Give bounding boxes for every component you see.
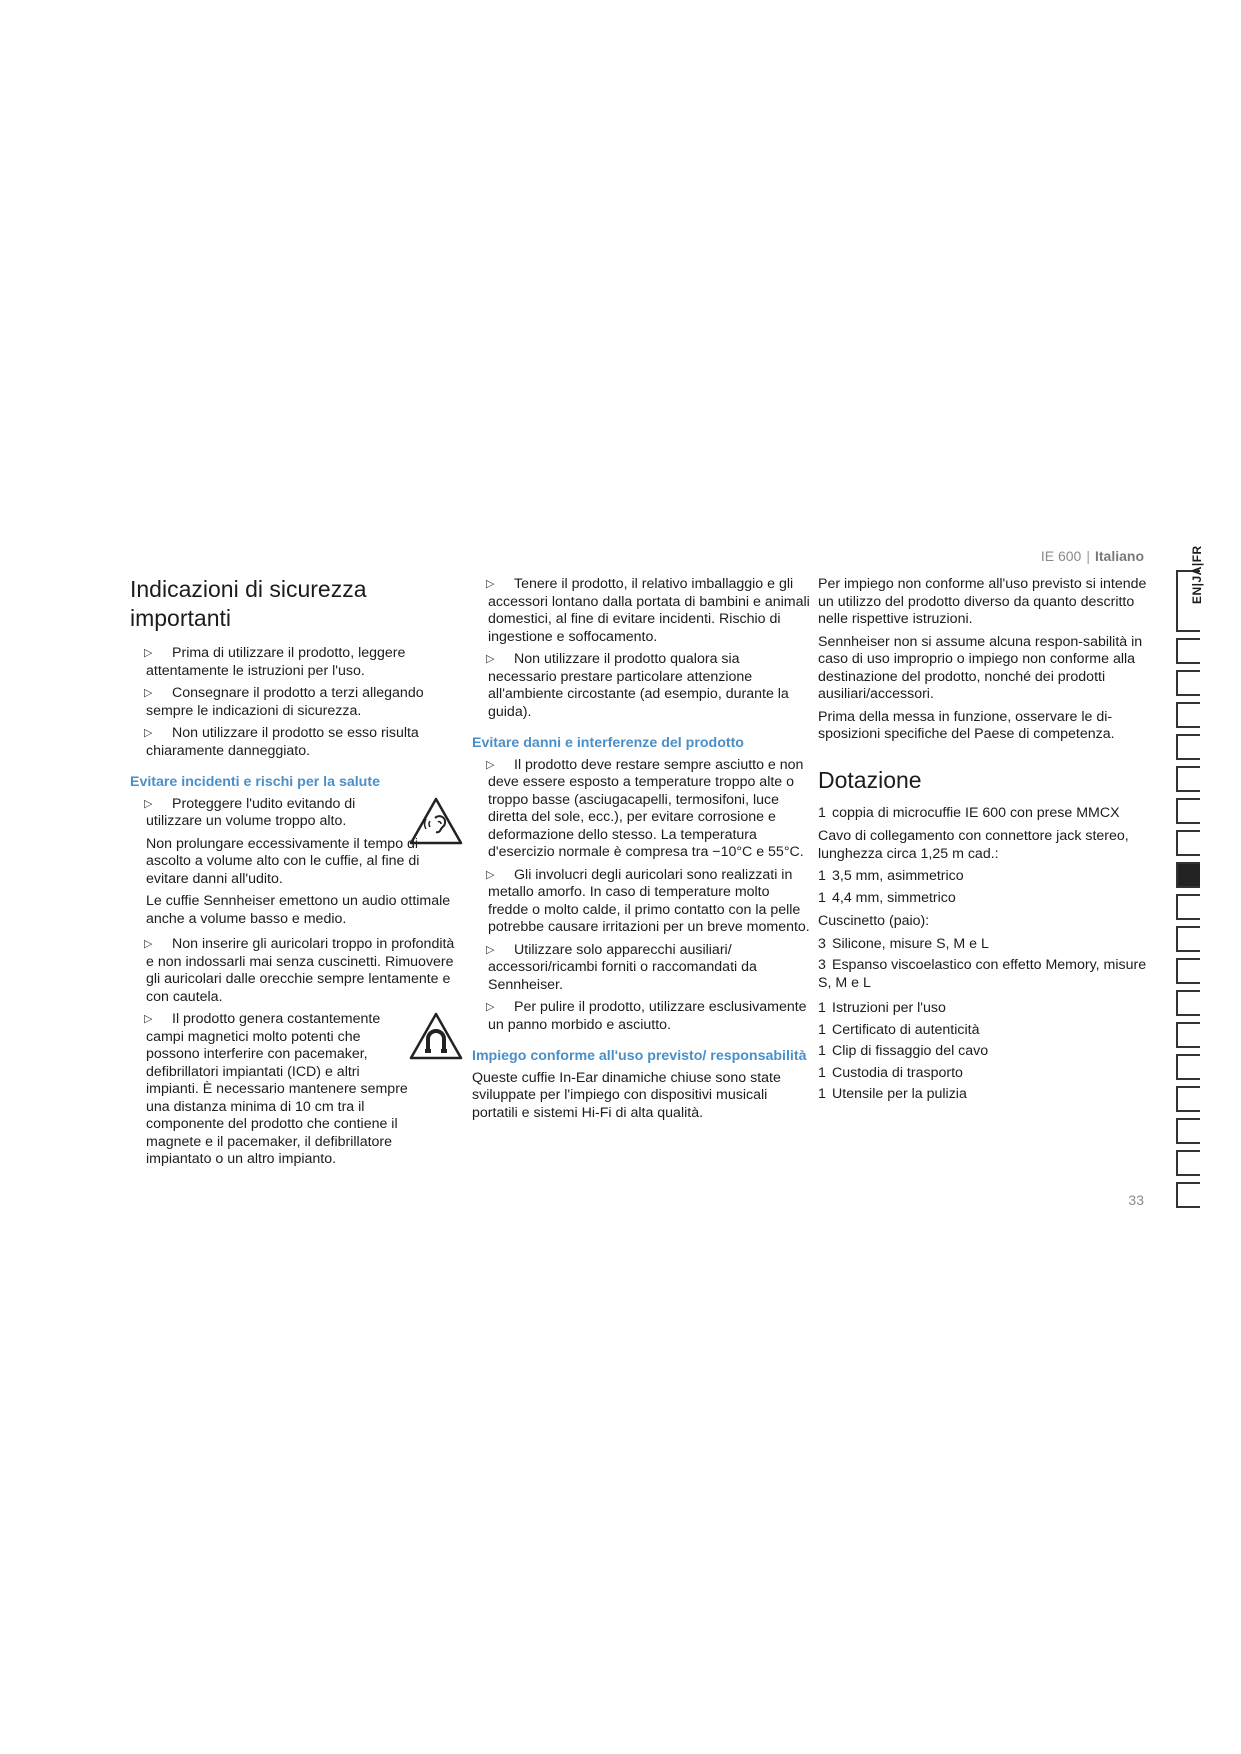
- contents-item: 1 coppia di microcuffie IE 600 con prese MMCX: [818, 804, 1120, 821]
- triangle-bullet-icon: ▷: [144, 647, 153, 659]
- triangle-bullet-icon: ▷: [144, 727, 153, 739]
- contents-item: 1 Certificato di autenticità: [818, 1021, 980, 1038]
- regulations-paragraph: Prima della messa in funzione, osservare le di-sposizioni specifiche del Paese di competenza.: [818, 708, 1115, 742]
- triangle-bullet-icon: ▷: [486, 943, 495, 956]
- bullet-item: ▷ Non utilizzare il prodotto qualora sia necessario prestare particolare attenzione all'ambiente circostante (ad esempio, durante la guida).: [486, 651, 789, 720]
- section-heading-health: Evitare incidenti e rischi per la salute: [130, 774, 380, 790]
- chapter-tab[interactable]: [1176, 798, 1200, 824]
- column-package-contents: [818, 576, 1148, 1108]
- chapter-tab[interactable]: [1176, 1022, 1200, 1048]
- chapter-tab[interactable]: [1176, 958, 1200, 984]
- liability-paragraph: Sennheiser non si assume alcuna respon-sabilità in caso di uso improprio o impiego non conforme alla destinazione del prodotto, nonché dei prodotti ausiliari/accessori.: [818, 633, 1143, 702]
- chapter-tab[interactable]: [1176, 734, 1200, 760]
- page-header: [960, 548, 1144, 564]
- magnetic-field-warning-icon: [408, 1011, 464, 1061]
- chapter-tab[interactable]: [1176, 1150, 1200, 1176]
- chapter-tab[interactable]: [1176, 1086, 1200, 1112]
- contents-item: 3 Espanso viscoelastico con effetto Memory, misure S, M e L: [818, 957, 1147, 991]
- chapter-tab[interactable]: [1176, 830, 1200, 856]
- triangle-bullet-icon: ▷: [486, 758, 495, 771]
- bullet-item: ▷ Non utilizzare il prodotto se esso risulta chiaramente danneggiato.: [144, 725, 419, 759]
- intended-use-paragraph: Queste cuffie In-Ear dinamiche chiuse sono state sviluppate per l'impiego con dispositivi musicali portatili e sistemi Hi-Fi di alta qualità.: [472, 1069, 781, 1121]
- bullet-item: ▷ Gli involucri degli auricolari sono realizzati in metallo amorfo. In caso di temperature molto fredde o molto calde, il primo contatto con la pelle potrebbe causare irritazioni per un breve momento.: [486, 866, 810, 935]
- contents-item: 1 Utensile per la pulizia: [818, 1086, 967, 1102]
- hearing-paragraph: Non prolungare eccessivamente il tempo di ascolto a volume alto con le cuffie, al fine di evitare danni all'udito.: [146, 835, 420, 887]
- chapter-tab[interactable]: [1176, 990, 1200, 1016]
- hearing-warning-block: [130, 796, 460, 929]
- chapter-tab[interactable]: [1176, 702, 1200, 728]
- section-heading-intended-use: Impiego conforme all'uso previsto/ responsabilità: [472, 1048, 807, 1064]
- bullet-item: ▷ Per pulire il prodotto, utilizzare esclusivamente un panno morbido e asciutto.: [486, 999, 807, 1033]
- tips-intro: Cuscinetto (paio):: [818, 913, 930, 929]
- hearing-warning-icon: [408, 796, 464, 846]
- page-number: 33: [1128, 1192, 1144, 1208]
- contents-item: 1 Clip di fissaggio del cavo: [818, 1043, 989, 1059]
- column-safety: [130, 575, 460, 1174]
- chapter-tab[interactable]: [1176, 1054, 1200, 1080]
- misuse-paragraph: Per impiego non conforme all'uso previsto si intende un utilizzo del prodotto diverso da quanto descritto nelle rispettive istruzioni.: [818, 576, 1147, 627]
- chapter-tab[interactable]: [1176, 926, 1200, 952]
- triangle-bullet-icon: ▷: [144, 938, 153, 950]
- bullet-item: ▷ Non inserire gli auricolari troppo in profondità e non indossarli mai senza cuscinetti. Rimuovere gli auricolari dalle orecchie sempre lentamente e con cautela.: [144, 936, 455, 1005]
- cable-intro: Cavo di collegamento con connettore jack stereo, lunghezza circa 1,25 m cad.:: [818, 828, 1129, 862]
- chapter-tab[interactable]: [1176, 1182, 1200, 1208]
- bullet-item: ▷ Utilizzare solo apparecchi ausiliari/ accessori/ricambi forniti o raccomandati da Sennheiser.: [486, 941, 757, 993]
- contents-item: 1 3,5 mm, asimmetrico: [818, 868, 964, 884]
- triangle-bullet-icon: ▷: [486, 1001, 495, 1013]
- chapter-tab[interactable]: [1176, 638, 1200, 664]
- chapter-tab[interactable]: [1176, 766, 1200, 792]
- triangle-bullet-icon: ▷: [486, 653, 495, 665]
- safety-title: Indicazioni di sicurezza importanti: [130, 576, 367, 631]
- header-product: IE 600: [1040, 548, 1082, 564]
- bullet-item: ▷ Prima di utilizzare il prodotto, leggere attentamente le istruzioni per l'uso.: [144, 645, 406, 679]
- triangle-bullet-icon: ▷: [486, 868, 495, 881]
- header-separator: |: [1086, 548, 1090, 564]
- bullet-item: ▷ Il prodotto deve restare sempre asciutto e non deve essere esposto a temperature troppo alte o troppo basse (asciugacapelli, termosifoni, luce diretta del sole, ecc.), per evitare corrosione e deformazione dello stesso. La temperatura d'esercizio normale è compresa tra −10°C e 55°C.: [486, 756, 804, 860]
- bullet-item: ▷ Il prodotto genera costantemente campi magnetici molto potenti che possono interferire con pacemaker, defibrillatori impiantati (ICD) e altri impianti. È necessario mantenere sempre una distanza minima di 10 cm tra il componente del prodotto che contiene il magnete e il pacemaker, il defibrillatore impiantato o un altro impianto.: [144, 1011, 408, 1167]
- contents-item: 1 4,4 mm, simmetrico: [818, 889, 956, 906]
- header-language: Italiano: [1094, 548, 1144, 564]
- chapter-tab-active[interactable]: [1176, 862, 1200, 888]
- bullet-item: ▷ Proteggere l'udito evitando di utilizzare un volume troppo alto.: [144, 795, 356, 829]
- bullet-item: ▷ Consegnare il prodotto a terzi allegando sempre le indicazioni di sicurezza.: [144, 685, 424, 719]
- hearing-paragraph-2: Le cuffie Sennheiser emettono un audio ottimale anche a volume basso e medio.: [146, 893, 451, 927]
- triangle-bullet-icon: ▷: [144, 1013, 153, 1025]
- language-tab[interactable]: EN|JA|FR: [1176, 570, 1200, 632]
- triangle-bullet-icon: ▷: [486, 578, 495, 590]
- chapter-tabs: [1176, 545, 1204, 1214]
- column-safety-continued: [472, 576, 812, 1127]
- bullet-item: ▷ Tenere il prodotto, il relativo imballaggio e gli accessori lontano dalla portata di bambini e animali domestici, al fine di evitare incidenti. Rischio di ingestione e soffocamento.: [486, 576, 810, 645]
- contents-item: 1 Custodia di trasporto: [818, 1064, 963, 1081]
- chapter-tab[interactable]: [1176, 894, 1200, 920]
- chapter-tab[interactable]: [1176, 670, 1200, 696]
- magnet-warning-block: [130, 1011, 460, 1169]
- chapter-tab[interactable]: [1176, 1118, 1200, 1144]
- contents-item: 1 Istruzioni per l'uso: [818, 1000, 946, 1016]
- section-heading-damage: Evitare danni e interferenze del prodotto: [472, 735, 744, 751]
- triangle-bullet-icon: ▷: [144, 797, 153, 810]
- contents-item: 3 Silicone, misure S, M e L: [818, 935, 989, 952]
- triangle-bullet-icon: ▷: [144, 687, 153, 699]
- package-contents-title: Dotazione: [818, 766, 922, 793]
